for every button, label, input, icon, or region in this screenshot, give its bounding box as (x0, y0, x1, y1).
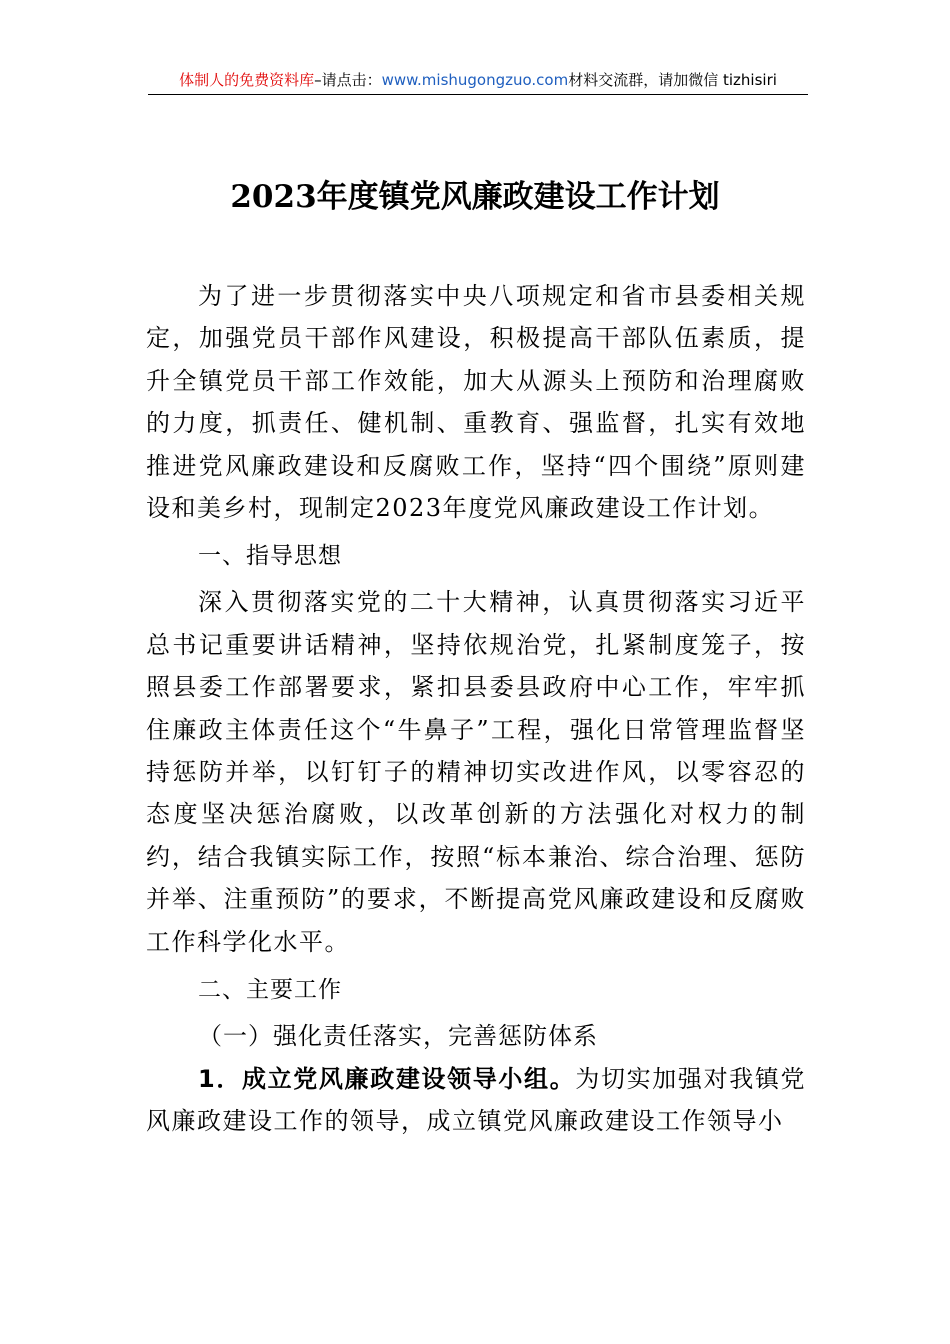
document-body (146, 275, 806, 1142)
item-1-body: 为切实加强对我镇党风廉政建设工作的领导，成立镇党风廉政建设工作领导小 (146, 1064, 807, 1135)
section-1-heading: 一、指导思想 (198, 543, 342, 570)
header-url-link[interactable]: www.mishugongzuo.com (381, 71, 569, 89)
item-1-paragraph (146, 1058, 806, 1143)
intro-paragraph: 为了进一步贯彻落实中央八项规定和省市县委相关规定，加强党员干部作风建设，积极提高干部队伍素质，提升全镇党员干部工作效能，加大从源头上预防和治理腐败的力度，抓责任、健机制、重教育、强监督，扎实有效地推进党风廉政建设和反腐败工作，坚持“四个围绕”原则建设和美乡村，现制定2023年度党风廉政建设工作计划。 (146, 282, 806, 523)
subsection-1-heading: （一）强化责任落实，完善惩防体系 (198, 1022, 598, 1051)
header-click-text: –请点击： (314, 71, 382, 89)
page-header (148, 68, 808, 95)
header-suffix: 材料交流群，请加微信 tizhisiri (568, 71, 777, 89)
header-site-name: 体制人的免费资料库 (179, 71, 315, 89)
item-1-lead: 1．成立党风廉政建设领导小组。 (198, 1064, 576, 1093)
section-2-heading: 二、主要工作 (198, 977, 342, 1004)
section-1-paragraph: 深入贯彻落实党的二十大精神，认真贯彻落实习近平总书记重要讲话精神，坚持依规治党，扎紧制度笼子，按照县委工作部署要求，紧扣县委县政府中心工作，牢牢抓住廉政主体责任这个“牛鼻子”工程，强化日常管理监督坚持惩防并举，以钉钉子的精神切实改进作风，以零容忍的态度坚决惩治腐败，以改革创新的方法强化对权力的制约，结合我镇实际工作，按照“标本兼治、综合治理、惩防并举、注重预防”的要求，不断提高党风廉政建设和反腐败工作科学化水平。 (146, 588, 806, 956)
document-title: 2023年度镇党风廉政建设工作计划 (230, 179, 720, 215)
